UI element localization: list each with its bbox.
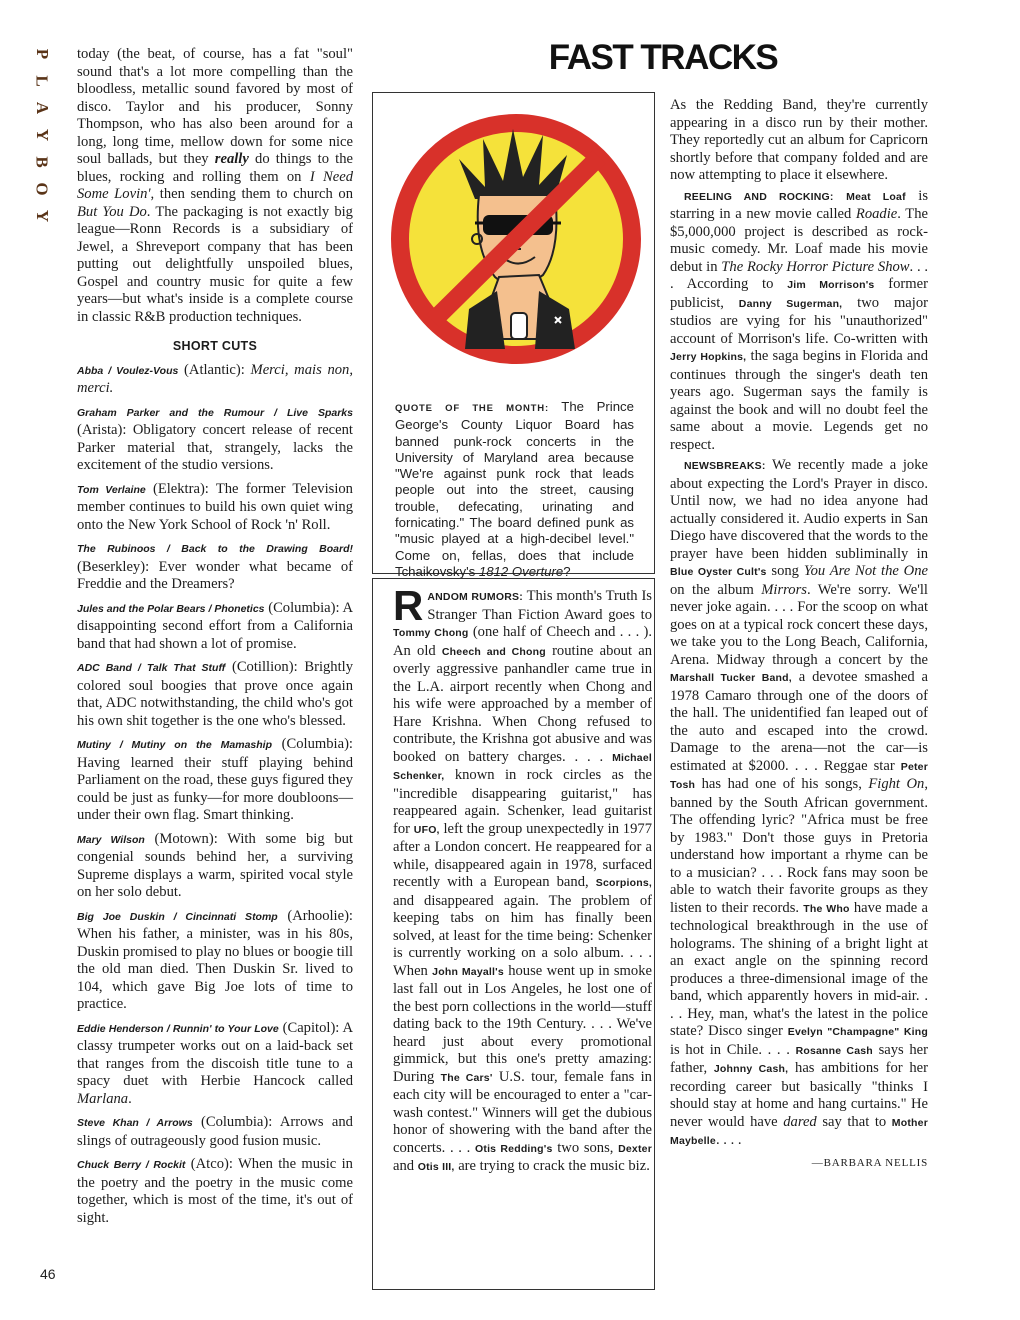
- byline: —BARBARA NELLIS: [811, 1156, 928, 1169]
- review-item: Big Joe Duskin / Cincinnati Stomp (Arhoolie): When his father, a minister, was in his 80s, Duskin promised to play no blues or boogie till the old man died. Then Duskin Sr. lived to 104, which gave Big Joe lots of time to practice.: [77, 907, 353, 1012]
- punk-ban-illustration: [379, 99, 648, 389]
- short-cuts-heading: SHORT CUTS: [172, 339, 258, 353]
- reviews-list: [77, 362, 353, 1228]
- review-item: Abba / Voulez-Vous (Atlantic): Merci, mais non, merci.: [77, 361, 353, 396]
- masthead-letter: A: [33, 101, 52, 115]
- left-column: [77, 46, 353, 1233]
- review-item: Mutiny / Mutiny on the Mamaship (Columbia): Having learned their stuff playing behind Parliament on the road, these guys figured they could be just as funky—for more doubloons—under their own flag. Smart thinking.: [77, 736, 353, 823]
- page-title: FAST TRACKS: [548, 38, 778, 77]
- vertical-masthead: [30, 44, 50, 226]
- masthead-letter: Y: [33, 128, 52, 142]
- quote-caption: QUOTE OF THE MONTH: The Prince George's County Liquor Board has banned punk-rock concerts in the University of Maryland area because "We're against punk rock that leads people out into the street, causing trouble, defecating, urinating and fornicating." The board defined punk as "music played at a high-decibel level." Come on, fellas, does that include Tchaikovsky's 1812 Overture?: [395, 399, 634, 579]
- masthead-letter: Y: [33, 209, 52, 223]
- rumors-paragraph: RANDOM RUMORS: This month's Truth Is Stranger Than Fiction Award goes to Tommy Chong (one half of Cheech and . . . ). An old Cheech and Chong routine about an overly aggressive panhandler came true in the L.A. airport recently when Chong and his wife were approached by a member of Hare Krishna. When Chong refused to contribute, the Krishna got abusive and was booked on battery charges. . . . Michael Schenker, known in rock circles as the "incredible disappearing guitarist," has reappeared again. Schenker, lead guitarist for UFO, left the group unexpectedly in 1977 after a London concert. He reappeared for a while, disappeared again in 1978, surfaced recently with a European band, Scorpions, and disappeared again. The problem of keeping tabs on him has finally been solved, at least for the time being: Schenker is currently working on a solo album. . . . When John Mayall's house went up in smoke last fall out in Los Angeles, he lost one of the best porn collections in the world—stuff dating back to the 19th Century. . . . We've heard just about every promotional gimmick, but this one's pretty amazing: During The Cars' U.S. tour, female fans in each city will be encouraged to enter a "car-wash contest." Winners will get the dubious honor of showering with the band after the concerts. . . . Otis Redding's two sons, Dexter and Otis III, are trying to crack the music biz.: [393, 582, 653, 1174]
- reeling-paragraph: REELING AND ROCKING: Meat Loaf is starring in a new movie called Roadie. The $5,000,000 project is described as rock-music comedy. Mr. Loaf made his movie debut in The Rocky Horror Picture Show. . . . According to Jim Morrison's former publicist, Danny Sugerman, two major studios are vying for his "unauthorized" account of Morrison's life. Co-written with Jerry Hopkins, the saga begins in Florida and continues through the singer's death ten years ago. Sugerman says the family is against the book and will no doubt feel the same about a movie. Legends get no respect.: [670, 187, 929, 453]
- review-item: Eddie Henderson / Runnin' to Your Love (Capitol): A classy trumpeter works out on a laid-back set that ranges from the discoish title tune to a spacy duet with Herbie Hancock called Marlana.: [77, 1019, 353, 1107]
- rumors-column: [393, 582, 653, 1180]
- masthead-letter: O: [32, 182, 52, 196]
- drop-cap: R: [393, 582, 424, 629]
- quote-box: [372, 92, 655, 579]
- masthead-letter: B: [33, 156, 52, 168]
- review-item: The Rubinoos / Back to the Drawing Board! (Beserkley): Ever wonder what became of Freddie and the Dreamers?: [77, 543, 353, 592]
- newsbreaks-paragraph: NEWSBREAKS: We recently made a joke about expecting the Lord's Prayer in disco. Until now, we had no idea anyone had actually considered it. Audio experts in San Diego have discovered that the words to the prayer have been hidden subliminally in Blue Oyster Cult's song You Are Not the One on the album Mirrors. We're sorry. We'll never joke again. . . . For the scoop on what goes on at a typical rock concert these days, we take you to the Long Beach, California, Arena. Midway through a concert by the Marshall Tucker Band, a devotee smashed a 1978 Camaro through one of the doors of the hall. The unidentified fan leaped out of the auto and escaped into the crowd. Damage to the arena—not the car—is estimated at $2000. . . . Reggae star Peter Tosh has had one of his songs, Fight On, banned by the South African government. The offending lyric? "Africa must be free by 1983." Don't those guys in Pretoria understand how important a rhyme can be to a musician? . . . Rock fans may soon be able to watch their favorite groups as they listen to their records. The Who have made a technological breakthrough in the use of holograms. The shining of a bright light at an exact angle on the spinning record produces a three-dimensional image of the band, which apparently hovers in mid-air. . . . Hey, man, what's the latest in the police state? Disco singer Evelyn "Champagne" King is hot in Chile. . . . Rosanne Cash says her father, Johnny Cash, has ambitions for her recording career but basically "thinks I should stay at home and hang curtains." He never would have dared say that to Mother Maybelle. . . .: [670, 457, 929, 1148]
- review-item: Mary Wilson (Motown): With some big but congenial sounds behind her, a surviving Supreme displays a warm, spirited vocal style on her solo debut.: [77, 830, 353, 900]
- review-item: Jules and the Polar Bears / Phonetics (Columbia): A disappointing second effort from a California band that had shown a lot of promise.: [77, 599, 353, 652]
- right-column: [670, 97, 928, 1175]
- review-item: Tom Verlaine (Elektra): The former Television member continues to build his own quiet wing onto the New York School of Rock 'n' Roll.: [77, 480, 353, 533]
- masthead-letter: L: [33, 75, 52, 87]
- masthead-letter: P: [32, 48, 52, 60]
- intro-paragraph: today (the beat, of course, has a fat "soul" sound that's a lot more compelling than the bloodless, metallic sound favored by most of disco. Taylor and his producer, Sonny Thompson, who has also been around for a long, long time, mellow down for some nice soul ballads, but they really do things to the blues, rocking and rolling them on I Need Some Lovin', then sending them to church on But You Do. The packaging is not exactly big league—Ronn Records is a subsidiary of Jewel, a Shreveport company that has been putting out delightfully unspoiled blues, Gospel and country music for quite a few years—but what's inside is a complete course in classic R&B production techniques.: [77, 46, 353, 325]
- review-item: Chuck Berry / Rockit (Atco): When the music in the poetry and the poetry in the music come together, which is most of the time, it's out of sight.: [77, 1156, 353, 1226]
- review-item: Steve Khan / Arrows (Columbia): Arrows and slings of outrageously good fusion music.: [77, 1114, 353, 1149]
- redding-paragraph: As the Redding Band, they're currently appearing in a disco run by their mother. They reportedly cut an album for Capricorn shortly before that company folded and are now attempting to place it elsewhere.: [670, 97, 928, 183]
- page-number: 46: [40, 1266, 56, 1282]
- review-item: ADC Band / Talk That Stuff (Cotillion): Brightly colored soul boogies that prove once again that, ADC notwithstanding, the child who's got his own shit together is the one who's blessed.: [77, 659, 353, 729]
- review-item: Graham Parker and the Rumour / Live Sparks (Arista): Obligatory concert release of recent Parker material that, strangely, lacks the excitement of the studio versions.: [77, 406, 353, 473]
